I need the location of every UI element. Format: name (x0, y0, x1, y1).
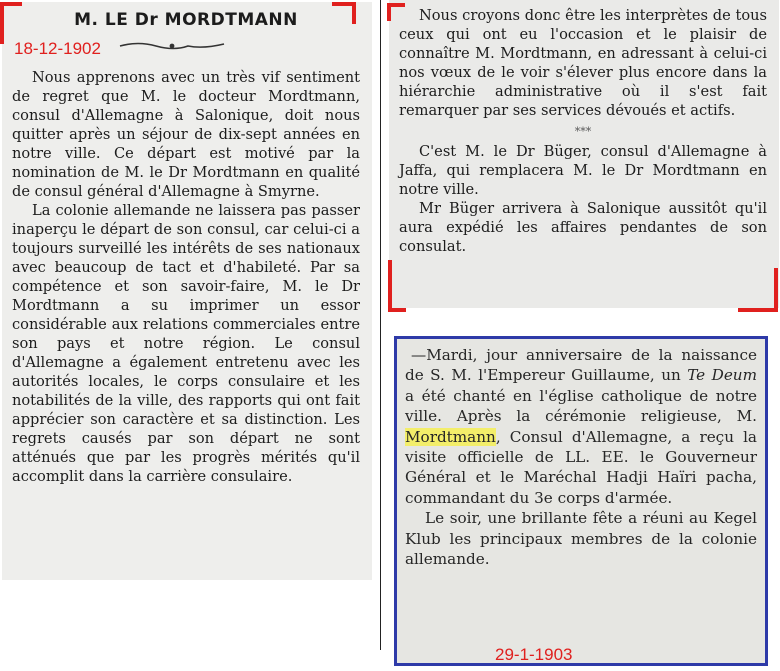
ornament-divider-icon (118, 38, 228, 52)
te-deum-paragraph (405, 345, 757, 508)
annotation-bracket (332, 2, 356, 24)
annotation-bracket (0, 2, 22, 44)
column-divider (380, 0, 381, 650)
annotation-bracket (387, 3, 405, 21)
evening-fete-paragraph: Le soir, une brillante fête a réuni au Kegel Klub les principaux membres de la colonie allemande. (405, 509, 757, 569)
text-run: , Consul d'Allemagne, a reçu la visite officielle de LL. EE. le Gouverneur Général et le Maréchal Hadji Haïri pacha, commandant du 3e corps d'armée. (405, 427, 757, 507)
article-clipping-bottom-right (394, 336, 768, 666)
italic-text: Te Deum (687, 366, 757, 385)
continuation-paragraph: Nous croyons donc être les interprètes de tous ceux qui ont eu l'occasion et le plaisir de connaître M. Mordtmann, en adressant à celui-ci nos vœux de le voir s'élever plus encore dans la hiérarchie administrative où il s'est fait remarquer par ses services dévoués et actifs. (399, 7, 767, 119)
article-title: M. LE Dr MORDTMANN (74, 10, 298, 30)
text-run: —Mardi, jour anniversaire de la naissance de S. M. l'Empereur Guillaume, un (405, 346, 757, 385)
article-clipping-left (2, 2, 372, 580)
successor-paragraph: C'est M. le Dr Büger, consul d'Allemagne à Jaffa, qui remplacera M. le Dr Mordtmann en notre ville. (399, 143, 767, 198)
highlighted-name: Mordtmann (405, 427, 496, 446)
article-paragraph-1: Nous apprenons avec un très vif sentiment de regret que M. le docteur Mordtmann, consul d'Allemagne à Salonique, doit nous quitter après un séjour de dix-sept années en notre ville. Ce départ est motivé par la nomination de M. le Dr Mordtmann en qualité de consul général d'Allemagne à Smyrne. (12, 69, 360, 200)
article-clipping-top-right (389, 0, 779, 308)
date-annotation-left: 18-12-1902 (14, 39, 101, 58)
article-paragraph-2: La colonie allemande ne laissera pas passer inaperçu le départ de son consul, car celui-ci a toujours surveillé les intérêts de ses nationaux avec beaucoup de tact et d'habileté. Par sa compétence et son savoir-faire, M. le Dr Mordtmann a su imprimer un essor considérable aux relations commerciales entre son pays et notre région. Le consul d'Allemagne a également entretenu avec les autorités locales, le corps consulaire et les notabilités de la ville, des rapports qui ont fait apprécier son caractère et sa distinction. Les regrets causés par son départ ne sont atténués que par les progrès mérités qu'il accomplit dans la carrière consulaire. (12, 202, 360, 485)
text-run: a été chanté en l'église catholique de notre ville. Après la cérémonie religieuse, M. (405, 386, 757, 426)
annotation-bracket (738, 268, 778, 312)
annotation-bracket (388, 260, 406, 312)
arrival-paragraph: Mr Büger arrivera à Salonique aussitôt qu'il aura expédié les affaires pendantes de son consulat. (399, 200, 767, 255)
section-separator: *** (574, 125, 592, 138)
date-annotation-right: 29-1-1903 (495, 645, 573, 664)
